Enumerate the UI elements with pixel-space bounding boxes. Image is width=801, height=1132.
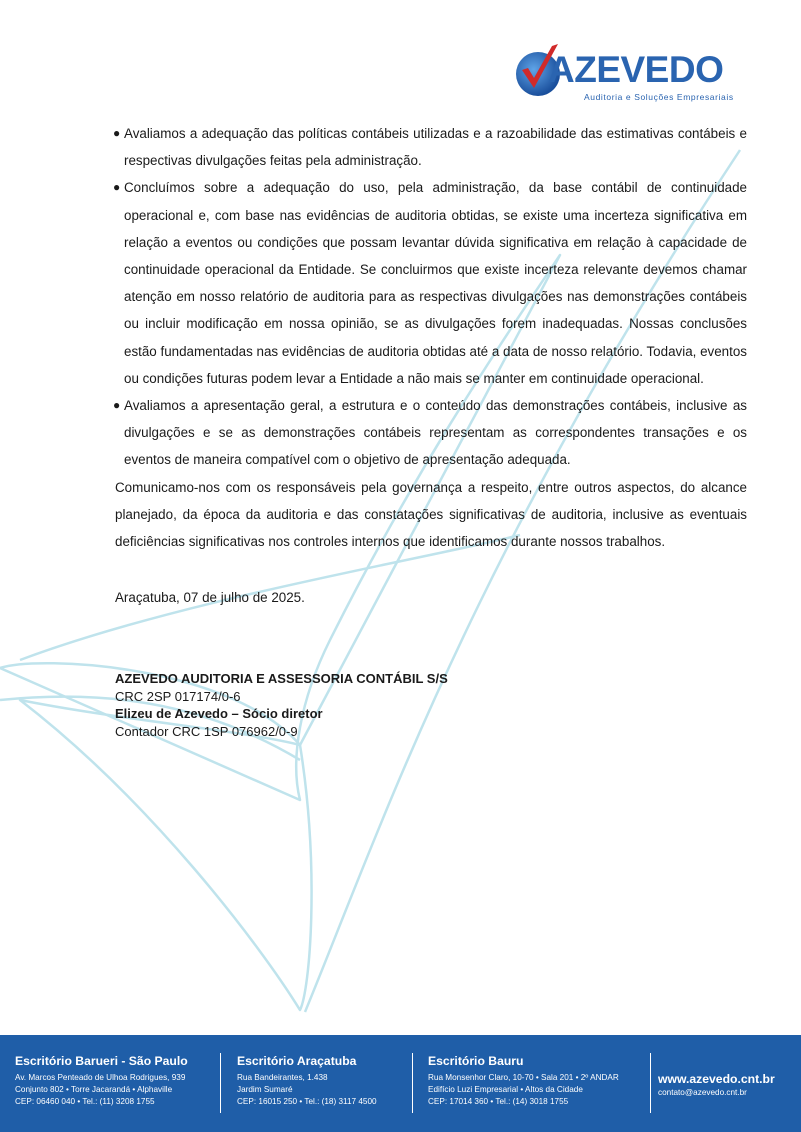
list-item-text: Avaliamos a apresentação geral, a estrutura e o conteúdo das demonstrações contábeis, inclusive as divulgações e se as demonstrações contábeis representam as correspondentes transações e os eventos de maneira compatível com o objetivo de apresentação adequada. (124, 398, 747, 468)
email-link[interactable]: contato@azevedo.cnt.br (658, 1088, 747, 1097)
signature-block (115, 670, 448, 740)
firm-crc: CRC 2SP 017174/0-6 (115, 688, 241, 704)
brand-tagline: Auditoria e Soluções Empresariais (584, 92, 734, 102)
footer-web (658, 1071, 775, 1099)
office-address-line: Rua Monsenhor Claro, 10-70 • Sala 201 • 2º ANDAR (428, 1073, 619, 1082)
footer-bar (0, 1035, 801, 1132)
signer-crc: Contador CRC 1SP 076962/0-9 (115, 723, 298, 739)
office-address-line: Av. Marcos Penteado de Ulhoa Rodrigues, 939 (15, 1073, 186, 1082)
list-item-text: Concluímos sobre a adequação do uso, pela administração, da base contábil de continuidade operacional e, com base nas evidências de auditoria obtidas, se existe uma incerteza significativa em relação a eventos ou condições que possam levantar dúvida significativa em relação à capacidade de continuidade operacional da Entidade. Se concluirmos que existe incerteza relevante devemos chamar atenção em nosso relatório de auditoria para as respectivas divulgações nas demonstrações contábeis ou incluir modificação em nossa opinião, se as divulgações forem inadequadas. Nossas conclusões estão fundamentadas nas evidências de auditoria obtidas até a data de nosso relatório. Todavia, eventos ou condições futuras podem levar a Entidade a não mais se manter em continuidade operacional. (124, 180, 747, 386)
footer-divider (412, 1053, 413, 1113)
bullet-icon: ● (113, 180, 121, 195)
office-aracatuba (237, 1053, 377, 1108)
office-contact-line: CEP: 16015 250 • Tel.: (18) 3117 4500 (237, 1097, 377, 1106)
bullet-icon: ● (113, 126, 121, 140)
brand-name: AZEVEDO (548, 49, 724, 90)
footer-divider (650, 1053, 651, 1113)
bullet-list (115, 120, 747, 474)
list-item (115, 392, 747, 474)
governance-paragraph: Comunicamo-nos com os responsáveis pela governança a respeito, entre outros aspectos, do alcance planejado, da época da auditoria e das constatações significativas de auditoria, inclusive as eventuais deficiências significativas nos controles internos que identificamos durante nossos trabalhos. (115, 479, 747, 550)
office-title: Escritório Araçatuba (237, 1054, 357, 1068)
office-bauru (428, 1053, 619, 1108)
report-date: Araçatuba, 07 de julho de 2025. (115, 590, 305, 605)
list-item-text: Avaliamos a adequação das políticas contábeis utilizadas e a razoabilidade das estimativas contábeis e respectivas divulgações feitas pela administração. (124, 126, 747, 169)
list-item (115, 174, 747, 392)
firm-name: AZEVEDO AUDITORIA E ASSESSORIA CONTÁBIL S/S (115, 671, 448, 686)
office-contact-line: CEP: 17014 360 • Tel.: (14) 3018 1755 (428, 1097, 569, 1106)
office-address-line: Conjunto 802 • Torre Jacarandá • Alphaville (15, 1085, 173, 1094)
website-link[interactable]: www.azevedo.cnt.br (658, 1072, 775, 1086)
office-barueri (15, 1053, 188, 1108)
brand-logo (512, 40, 742, 112)
office-title: Escritório Bauru (428, 1054, 524, 1068)
signer-name: Elizeu de Azevedo – Sócio diretor (115, 706, 323, 721)
bullet-icon: ● (113, 398, 121, 413)
report-body (115, 120, 747, 555)
footer-divider (220, 1053, 221, 1113)
office-address-line: Rua Bandeirantes, 1.438 (237, 1073, 328, 1082)
office-title: Escritório Barueri - São Paulo (15, 1054, 188, 1068)
list-item (115, 120, 747, 174)
office-address-line: Edifício Luzi Empresarial • Altos da Cidade (428, 1085, 583, 1094)
office-address-line: Jardim Sumaré (237, 1085, 293, 1094)
office-contact-line: CEP: 06460 040 • Tel.: (11) 3208 1755 (15, 1097, 155, 1106)
